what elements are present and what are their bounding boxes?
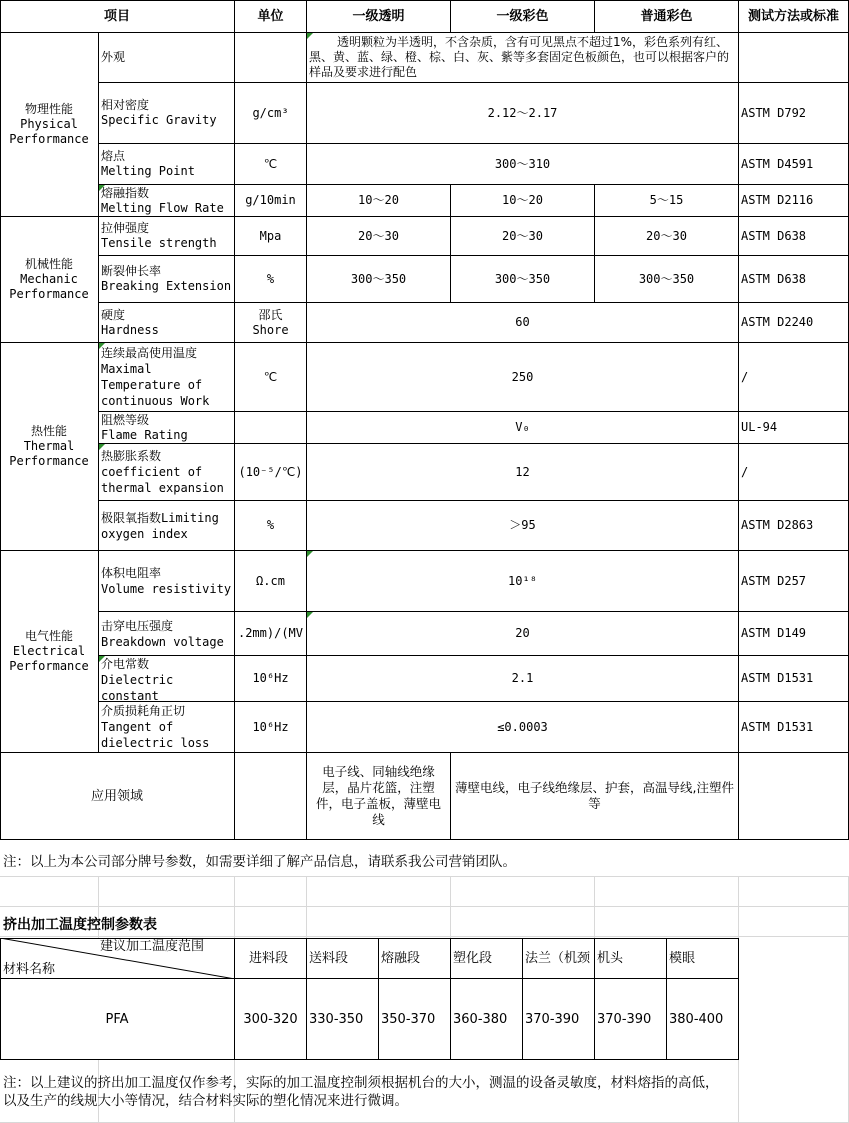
extrusion-header-material: 材料名称 [3, 962, 56, 977]
row-mfr-name [99, 185, 235, 217]
row-appearance-unit [235, 33, 307, 83]
row-elongation-method: ASTM D638 [739, 256, 849, 303]
row-resistivity-unit: Ω.cm [235, 551, 307, 612]
extrusion-col-head: 机头 [595, 938, 667, 979]
extrusion-col-melt: 熔融段 [379, 938, 451, 979]
gridline [0, 906, 849, 907]
application-method [739, 753, 849, 840]
extrusion-val-plasticize: 360-380 [451, 979, 523, 1060]
row-tensile-unit: Mpa [235, 217, 307, 256]
row-appearance-name: 外观 [99, 33, 235, 83]
row-max-temp-label: 连续最高使用温度 Maximal Temperature of continuous Work [101, 346, 210, 408]
extrusion-col-feed: 进料段 [235, 938, 307, 979]
extrusion-title: 挤出加工温度控制参数表 [3, 917, 157, 933]
row-max-temp-method: / [739, 343, 849, 412]
row-tensile-grade3: 20～30 [595, 217, 739, 256]
row-max-temp-value: 250 [307, 343, 739, 412]
group-physical: 物理性能 Physical Performance [0, 33, 99, 217]
row-breakdown-unit: .2mm)/(MV [235, 612, 307, 656]
application-label: 应用领域 [0, 753, 235, 840]
extrusion-val-head: 370-390 [595, 979, 667, 1060]
row-hardness-name: 硬度 Hardness [99, 303, 235, 343]
row-tensile-name: 拉伸强度 Tensile strength [99, 217, 235, 256]
row-hardness-unit: 邵氏 Shore [235, 303, 307, 343]
row-tensile-method: ASTM D638 [739, 217, 849, 256]
application-unit [235, 753, 307, 840]
row-elongation-grade1: 300～350 [307, 256, 451, 303]
extrusion-val-feed: 300-320 [235, 979, 307, 1060]
row-expansion-value: 12 [307, 444, 739, 501]
row-mfr-method: ASTM D2116 [739, 185, 849, 217]
row-resistivity-value [307, 551, 739, 612]
row-oxygen-method: ASTM D2863 [739, 501, 849, 551]
gridline [0, 876, 849, 877]
row-elongation-name: 断裂伸长率 Breaking Extension [99, 256, 235, 303]
row-resistivity-text: 10¹⁸ [508, 573, 537, 588]
row-oxygen-name: 极限氧指数Limiting oxygen index [99, 501, 235, 551]
extrusion-material: PFA [0, 979, 235, 1060]
application-grade-transparent: 电子线、同轴线绝缘层，晶片花篮，注塑件，电子盖板，薄壁电线 [307, 753, 451, 840]
row-elongation-unit: % [235, 256, 307, 303]
row-loss-tangent-value: ≤0.0003 [307, 702, 739, 753]
row-mfr-grade2: 10～20 [451, 185, 595, 217]
row-max-temp-name [99, 343, 235, 412]
row-dielectric-label: 介电常数 Dielectric constant [101, 657, 174, 702]
group-thermal: 热性能 Thermal Performance [0, 343, 99, 551]
row-appearance-method [739, 33, 849, 83]
row-expansion-unit: (10⁻⁵/℃) [235, 444, 307, 501]
extrusion-val-die: 380-400 [667, 979, 739, 1060]
row-breakdown-method: ASTM D149 [739, 612, 849, 656]
row-melting-point-name: 熔点 Melting Point [99, 144, 235, 185]
row-loss-tangent-method: ASTM D1531 [739, 702, 849, 753]
extrusion-col-flange: 法兰（机颈 [523, 938, 595, 979]
row-density-method: ASTM D792 [739, 83, 849, 144]
row-elongation-grade2: 300～350 [451, 256, 595, 303]
gridline [450, 876, 451, 938]
row-flame-name: 阻燃等级 Flame Rating [99, 412, 235, 444]
row-flame-unit [235, 412, 307, 444]
row-tensile-grade1: 20～30 [307, 217, 451, 256]
row-oxygen-unit: % [235, 501, 307, 551]
row-appearance-text: 透明颗粒为半透明，不含杂质，含有可见黑点不超过1%，彩色系列有红、黑、黄、蓝、绿、橙、棕、白、灰、紫等多套固定色板颜色，也可以根据客户的样品及要求进行配色 [309, 35, 730, 79]
row-appearance-value [307, 33, 739, 83]
row-loss-tangent-unit: 10⁶Hz [235, 702, 307, 753]
header-grade-color: 一级彩色 [451, 0, 595, 33]
row-expansion-label: 热膨胀系数 coefficient of thermal expansion [101, 449, 224, 495]
extrusion-col-plasticize: 塑化段 [451, 938, 523, 979]
row-hardness-value: 60 [307, 303, 739, 343]
extrusion-header-range: 建议加工温度范围 [100, 939, 205, 954]
row-oxygen-value: ＞95 [307, 501, 739, 551]
extrusion-header-diagonal [0, 938, 235, 979]
note-extrusion: 注：以上建议的挤出加工温度仅作参考，实际的加工温度控制须根据机台的大小，测温的设备灵敏度，材料熔指的高低，以及生产的线规大小等情况，结合材料实际的塑化情况来进行微调。 [3, 1075, 719, 1109]
row-breakdown-name: 击穿电压强度 Breakdown voltage [99, 612, 235, 656]
row-dielectric-method: ASTM D1531 [739, 656, 849, 702]
gridline [306, 876, 307, 938]
row-max-temp-unit: ℃ [235, 343, 307, 412]
row-expansion-name [99, 444, 235, 501]
gridline [234, 876, 235, 938]
extrusion-col-die: 模眼 [667, 938, 739, 979]
header-item: 项目 [0, 0, 235, 33]
row-tensile-grade2: 20～30 [451, 217, 595, 256]
row-loss-tangent-name: 介质损耗角正切 Tangent of dielectric loss [99, 702, 235, 753]
application-grade-color: 薄壁电线，电子线绝缘层、护套，高温导线,注塑件等 [451, 753, 739, 840]
row-mfr-grade3: 5～15 [595, 185, 739, 217]
row-breakdown-text: 20 [515, 626, 530, 640]
extrusion-col-convey: 送料段 [307, 938, 379, 979]
row-dielectric-unit: 10⁶Hz [235, 656, 307, 702]
header-grade-ordinary: 普通彩色 [595, 0, 739, 33]
extrusion-val-convey: 330-350 [307, 979, 379, 1060]
row-density-unit: g/cm³ [235, 83, 307, 144]
row-mfr-label: 熔融指数 Melting Flow Rate [101, 185, 224, 215]
row-melting-point-value: 300～310 [307, 144, 739, 185]
row-breakdown-value [307, 612, 739, 656]
row-resistivity-name: 体积电阻率 Volume resistivity [99, 551, 235, 612]
extrusion-val-melt: 350-370 [379, 979, 451, 1060]
note-company: 注：以上为本公司部分牌号参数，如需要详细了解产品信息，请联系我公司营销团队。 [3, 854, 516, 870]
row-density-name: 相对密度 Specific Gravity [99, 83, 235, 144]
header-test-method: 测试方法或标准 [739, 0, 849, 33]
row-melting-point-method: ASTM D4591 [739, 144, 849, 185]
row-mfr-unit: g/10min [235, 185, 307, 217]
row-resistivity-method: ASTM D257 [739, 551, 849, 612]
row-melting-point-unit: ℃ [235, 144, 307, 185]
extrusion-val-flange: 370-390 [523, 979, 595, 1060]
group-electrical: 电气性能 Electrical Performance [0, 551, 99, 753]
gridline [0, 936, 849, 937]
row-dielectric-name [99, 656, 235, 702]
gridline [594, 876, 595, 938]
header-unit: 单位 [235, 0, 307, 33]
row-dielectric-value: 2.1 [307, 656, 739, 702]
row-expansion-method: / [739, 444, 849, 501]
row-density-value: 2.12～2.17 [307, 83, 739, 144]
row-mfr-grade1: 10～20 [307, 185, 451, 217]
row-hardness-method: ASTM D2240 [739, 303, 849, 343]
group-mechanic: 机械性能 Mechanic Performance [0, 217, 99, 343]
header-grade-transparent: 一级透明 [307, 0, 451, 33]
row-elongation-grade3: 300～350 [595, 256, 739, 303]
row-flame-value: V₀ [307, 412, 739, 444]
row-flame-method: UL-94 [739, 412, 849, 444]
